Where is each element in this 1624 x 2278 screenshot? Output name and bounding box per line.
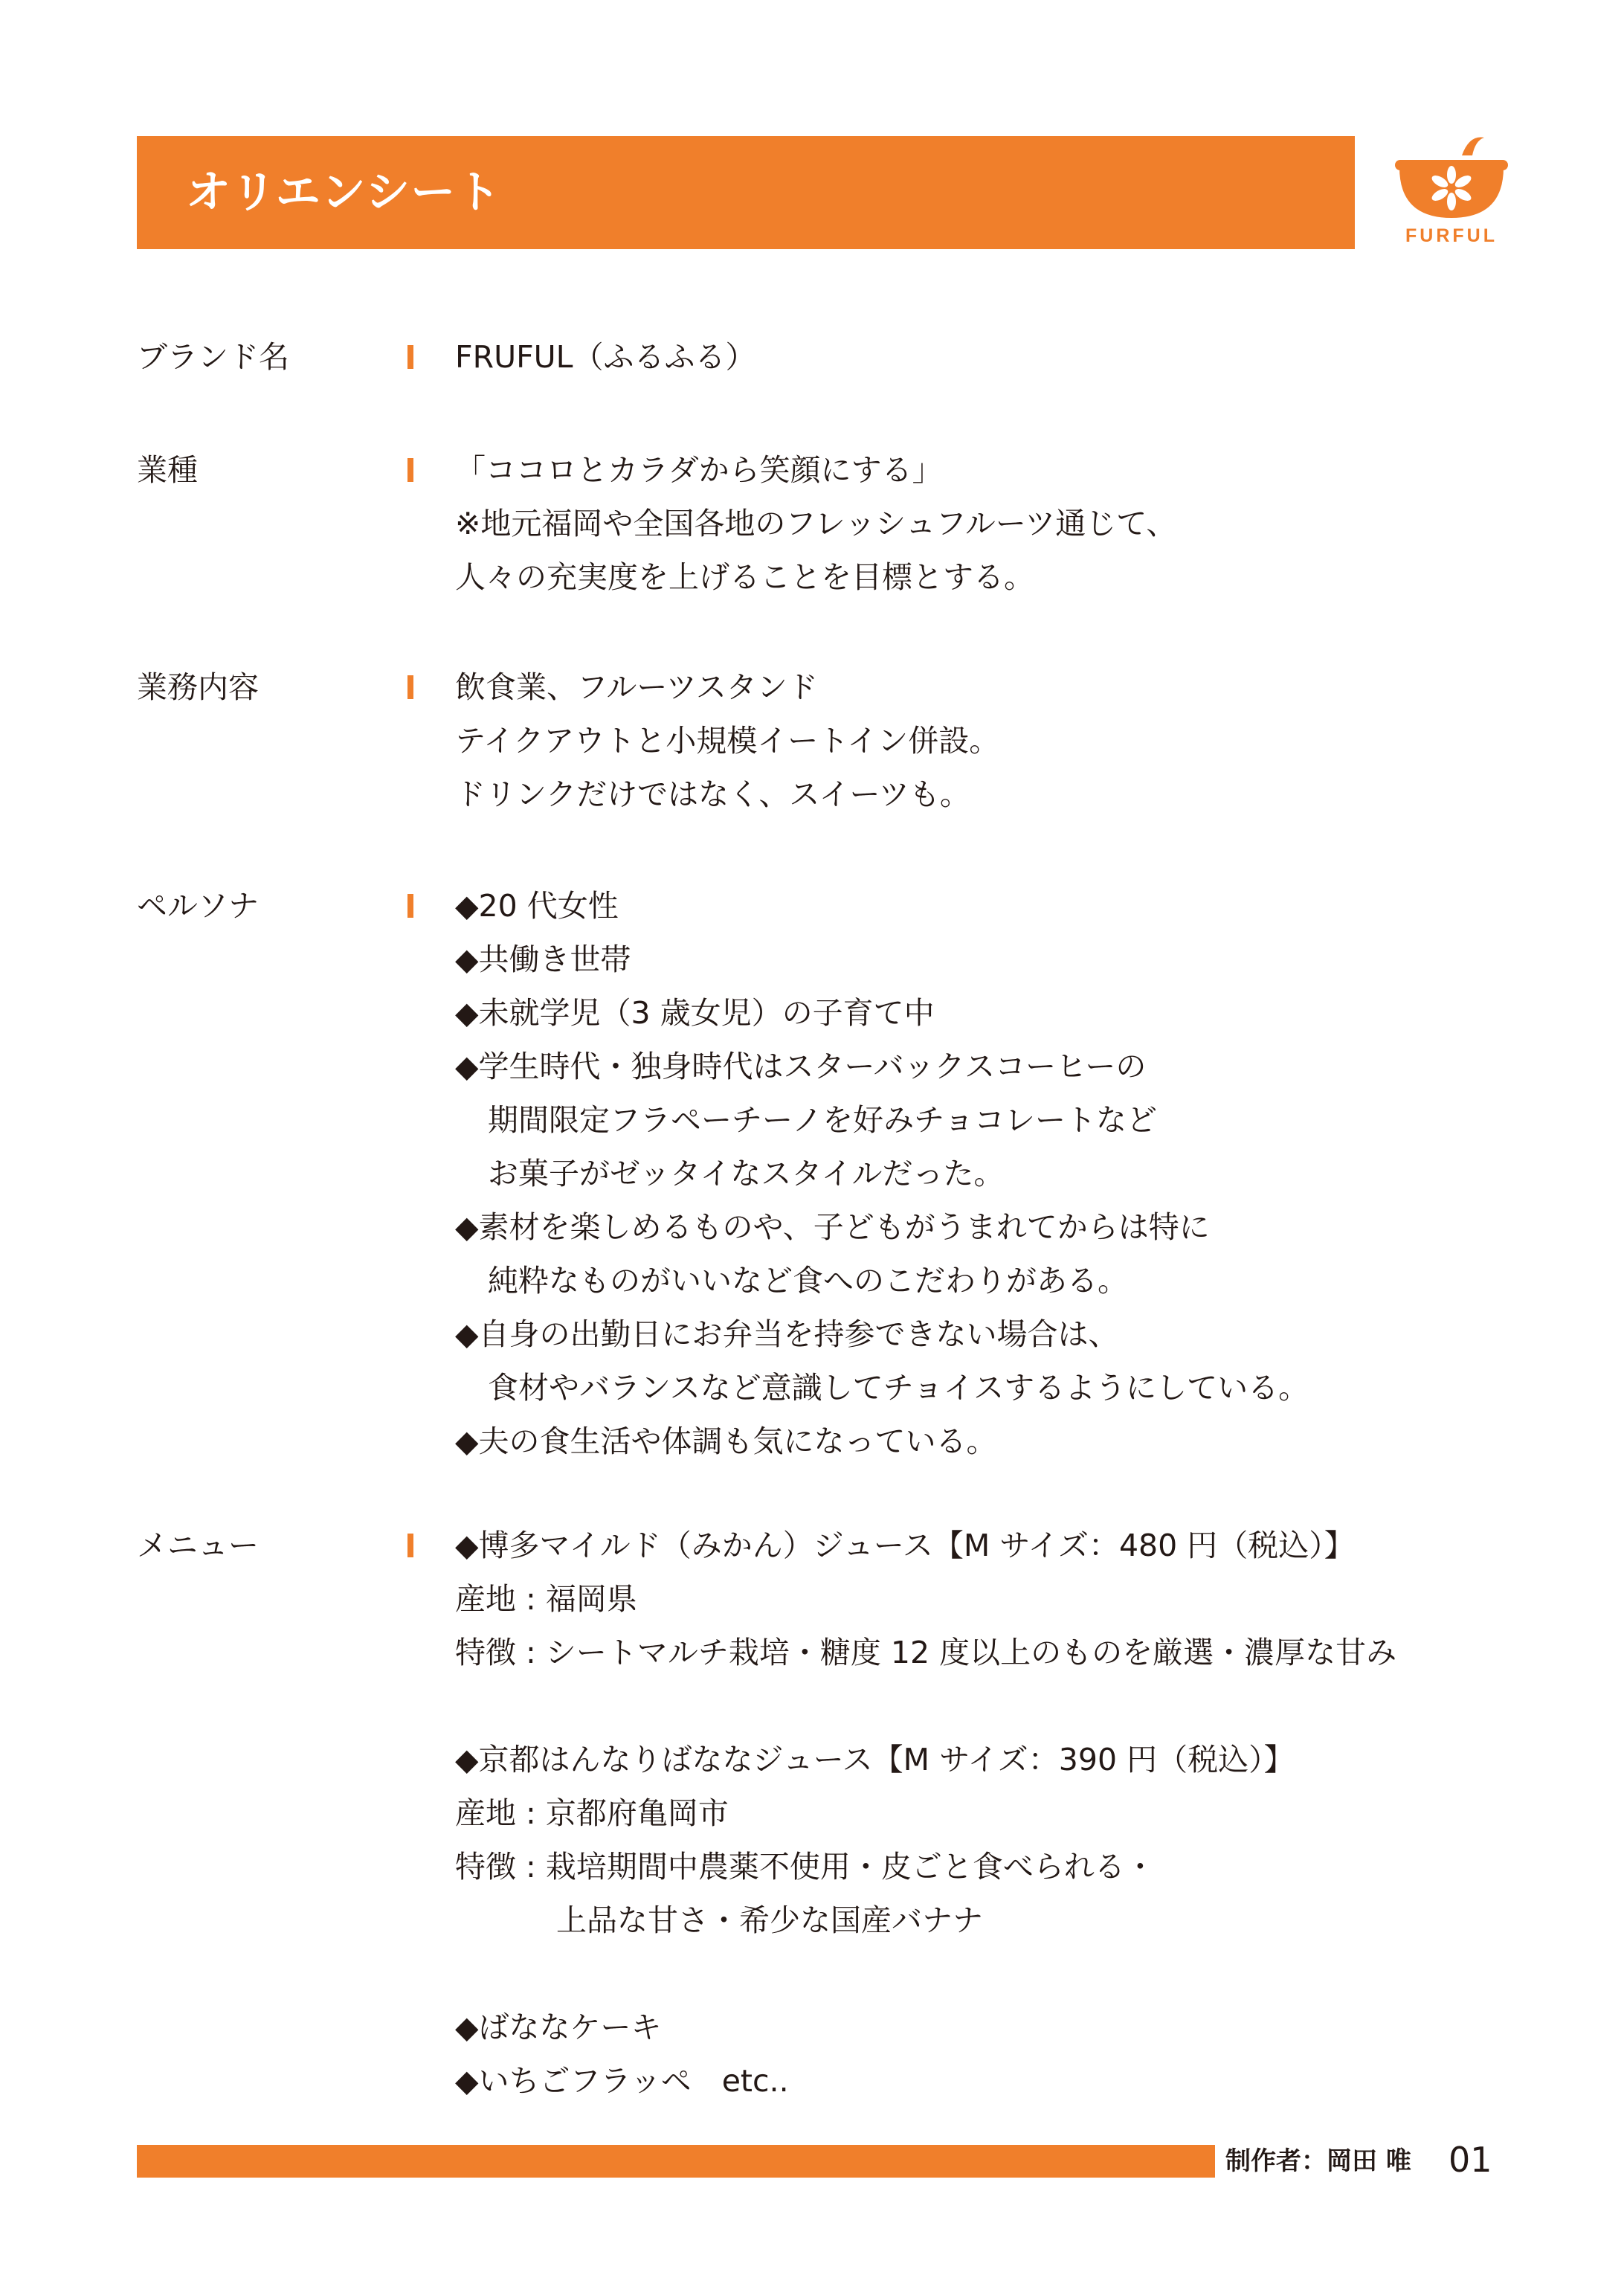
menu-line: ◆ばななケーキ bbox=[455, 2010, 662, 2045]
business-line: ドリンクだけではなく、スイーツも。 bbox=[455, 776, 970, 812]
menu-line: 産地 : 京都府亀岡市 bbox=[455, 1795, 729, 1831]
section-marker bbox=[407, 894, 413, 918]
persona-line: ◆学生時代・独身時代はスターバックスコーヒーの bbox=[455, 1049, 1147, 1084]
header-bar bbox=[137, 136, 1355, 249]
content-industry bbox=[455, 443, 1176, 604]
section-marker bbox=[407, 458, 413, 482]
industry-line: 人々の充実度を上げることを目標とする。 bbox=[455, 559, 1034, 595]
label-brand: ブランド名 bbox=[137, 339, 289, 375]
persona-line: 食材やバランスなど意識してチョイスするようにしている。 bbox=[488, 1370, 1309, 1406]
industry-line: 「ココロとカラダから笑顔にする」 bbox=[455, 452, 943, 488]
content-brand bbox=[455, 330, 756, 384]
menu-line: 上品な甘さ・希少な国産バナナ bbox=[556, 1902, 983, 1938]
label-persona: ペルソナ bbox=[137, 888, 259, 924]
persona-line: お菓子がゼッタイなスタイルだった。 bbox=[488, 1156, 1005, 1191]
footer-author: 制作者：岡田 唯 bbox=[1225, 2146, 1411, 2176]
content-business bbox=[455, 660, 999, 821]
content-menu bbox=[455, 1519, 1396, 2108]
page-number: 01 bbox=[1449, 2140, 1492, 2180]
label-menu: メニュー bbox=[137, 1528, 259, 1563]
persona-line: 純粋なものがいいなど食へのこだわりがある。 bbox=[488, 1263, 1128, 1299]
spacer bbox=[455, 1947, 1396, 2001]
persona-line: ◆未就学児（3 歳女児）の子育て中 bbox=[455, 995, 935, 1031]
spacer bbox=[455, 1679, 1396, 1733]
brand-logo bbox=[1392, 130, 1511, 260]
industry-line: ※地元福岡や全国各地のフレッシュフルーツ通じて、 bbox=[455, 506, 1177, 541]
menu-line: ◆いちごフラッペ etc.. bbox=[455, 2063, 789, 2099]
business-line: テイクアウトと小規模イートイン併設。 bbox=[455, 723, 1000, 759]
persona-line: ◆自身の出勤日にお弁当を持参できない場合は、 bbox=[455, 1316, 1119, 1352]
business-line: 飲食業、フルーツスタンド bbox=[455, 669, 818, 705]
logo-text: FURFUL bbox=[1405, 225, 1498, 246]
menu-line: 特徴 : 栽培期間中農薬不使用・皮ごと食べられる・ bbox=[455, 1849, 1156, 1885]
persona-line: ◆共働き世帯 bbox=[455, 942, 631, 977]
label-business: 業務内容 bbox=[137, 669, 259, 705]
label-industry: 業種 bbox=[137, 452, 198, 488]
menu-line: 産地 : 福岡県 bbox=[455, 1581, 637, 1617]
content-persona bbox=[455, 879, 1309, 1468]
orange-logo-icon bbox=[1392, 130, 1511, 227]
persona-line: 期間限定フラペーチーノを好みチョコレートなど bbox=[488, 1102, 1157, 1138]
menu-line: 特徴 : シートマルチ栽培・糖度 12 度以上のものを厳選・濃厚な甘み bbox=[455, 1635, 1397, 1670]
brand-line: FRUFUL（ふるふる） bbox=[455, 339, 756, 375]
footer-bar bbox=[137, 2145, 1215, 2178]
persona-line: ◆夫の食生活や体調も気になっている。 bbox=[455, 1423, 997, 1459]
section-marker bbox=[407, 1534, 413, 1557]
page-title: オリエンシート bbox=[186, 167, 502, 219]
section-marker bbox=[407, 675, 413, 699]
persona-line: ◆素材を楽しめるものや、子どもがうまれてからは特に bbox=[455, 1209, 1210, 1245]
menu-line: ◆京都はんなりばななジュース【M サイズ：390 円（税込）】 bbox=[455, 1742, 1295, 1777]
persona-line: ◆20 代女性 bbox=[455, 888, 619, 924]
section-marker bbox=[407, 345, 413, 369]
menu-line: ◆博多マイルド（みかん）ジュース【M サイズ：480 円（税込）】 bbox=[455, 1528, 1355, 1563]
